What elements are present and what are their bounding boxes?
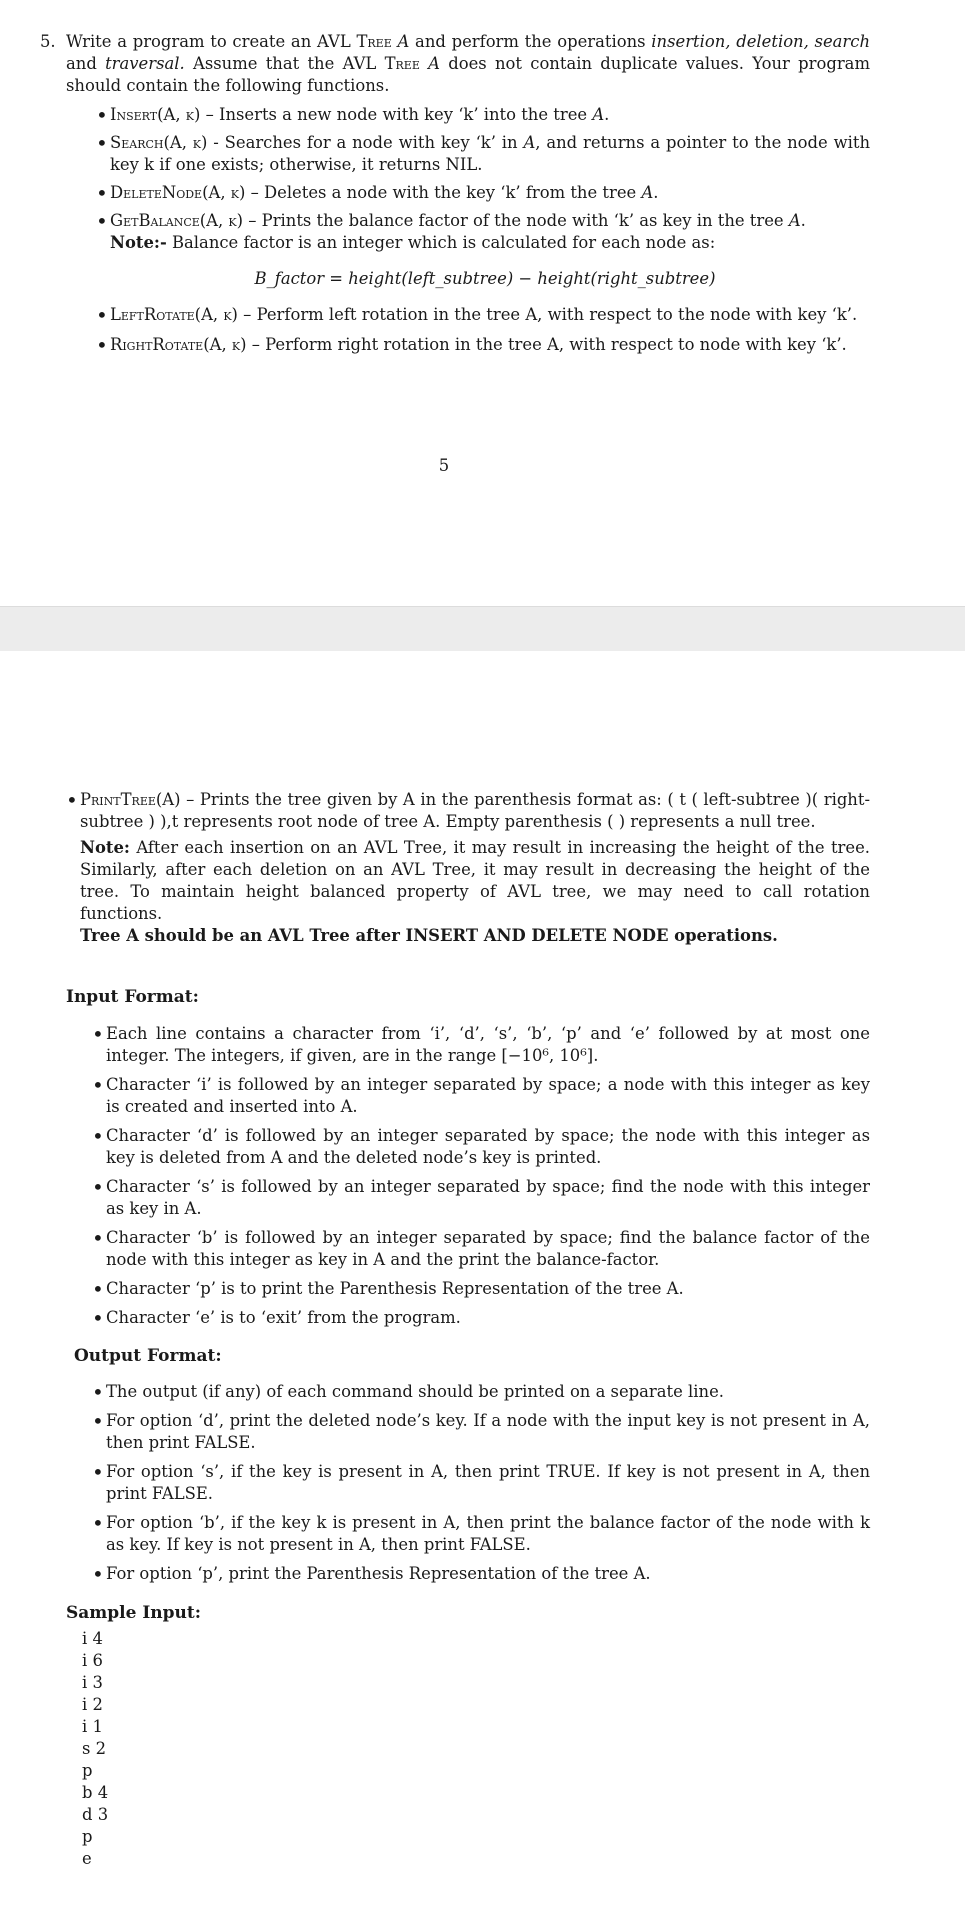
rotation-item	[96, 304, 870, 326]
avl-note	[80, 837, 870, 925]
function-var: A	[592, 105, 605, 124]
function-name: Search(A, k)	[110, 133, 208, 152]
function-var: A	[641, 183, 654, 202]
sample-line: i 1	[82, 1717, 103, 1736]
note-text: Balance factor is an integer which is calculated for each node as:	[166, 233, 716, 252]
sample-input-block	[82, 1628, 108, 1870]
input-item: • Character ‘i’ is followed by an integer separated by space; a node with this integer as key is created and inserted into A.	[92, 1074, 870, 1118]
rotation-name: RightRotate(A, k)	[110, 335, 247, 354]
printtree-name: PrintTree(A)	[80, 790, 181, 809]
input-format-list	[92, 1023, 870, 1329]
function-var: A	[788, 211, 801, 230]
function-item	[96, 104, 870, 126]
balance-note	[110, 232, 870, 254]
printtree-section	[66, 789, 870, 947]
function-end: , and returns a pointer to the node with key k if one exists; otherwise, it returns NIL.	[110, 133, 870, 174]
sample-line: i 6	[82, 1651, 103, 1670]
printtree-item	[66, 789, 870, 947]
function-item	[96, 210, 870, 254]
function-end: .	[800, 211, 806, 230]
output-item: • The output (if any) of each command should be printed on a separate line.	[92, 1381, 870, 1403]
function-item	[96, 182, 870, 204]
printtree-list	[66, 789, 870, 947]
function-item	[96, 132, 870, 176]
intro-text: Write a program to create an AVL	[66, 32, 357, 51]
rotation-desc: – Perform right rotation in the tree A, with respect to node with key ‘k’.	[246, 335, 847, 354]
input-item: • Character ‘p’ is to print the Parenthesis Representation of the tree A.	[92, 1278, 870, 1300]
page-number: 5	[438, 456, 450, 475]
output-item: • For option ‘d’, print the deleted node’s key. If a node with the input key is not present in A, then print FALSE.	[92, 1410, 870, 1454]
sample-line: i 2	[82, 1695, 103, 1714]
sample-line: d 3	[82, 1805, 109, 1824]
rotation-name: LeftRotate(A, k)	[110, 305, 238, 324]
intro-var: A	[397, 32, 410, 51]
note-label: Note:	[80, 838, 130, 857]
intro-ops: insertion, deletion, search	[651, 32, 871, 51]
rotation-list	[96, 304, 870, 356]
intro-text: Assume that the AVL	[184, 54, 385, 73]
output-format-heading: Output Format:	[74, 1346, 222, 1366]
output-item: • For option ‘s’, if the key is present in A, then print TRUE. If key is not present in A, then print FALSE.	[92, 1461, 870, 1505]
function-desc: – Prints the balance factor of the node with ‘k’ as key in the tree	[243, 211, 789, 230]
question-number: 5.	[40, 32, 56, 51]
intro-text: and perform the operations	[409, 32, 652, 51]
intro-text: and	[66, 54, 106, 73]
question-5	[40, 31, 870, 356]
input-item: • Character ‘d’ is followed by an integer separated by space; the node with this integer as key is deleted from A and the deleted node’s key is printed.	[92, 1125, 870, 1169]
function-end: .	[604, 105, 610, 124]
avl-requirement: Tree A should be an AVL Tree after INSERT AND DELETE NODE operations.	[80, 926, 778, 945]
input-item: • Character ‘b’ is followed by an integer separated by space; find the balance factor of the node with this integer as key in A and the print the balance-factor.	[92, 1227, 870, 1271]
sample-line: e	[82, 1849, 92, 1868]
input-format-heading: Input Format:	[66, 987, 199, 1007]
function-list	[96, 104, 870, 254]
input-item: • Character ‘e’ is to ‘exit’ from the program.	[92, 1307, 870, 1329]
function-desc: - Searches for a node with key ‘k’ in	[207, 133, 524, 152]
output-item: • For option ‘b’, if the key k is present in A, then print the balance factor of the node with k as key. If key is not present in A, then print FALSE.	[92, 1512, 870, 1556]
input-item: • Character ‘s’ is followed by an integer separated by space; find the node with this integer as key in A.	[92, 1176, 870, 1220]
sample-input-heading: Sample Input:	[66, 1603, 202, 1623]
intro-ops: traversal.	[105, 54, 185, 73]
intro-text: does not contain duplicate values. Your program should contain the following functions.	[66, 54, 870, 95]
intro-var: A	[428, 54, 440, 73]
sample-line: i 4	[82, 1629, 103, 1648]
function-var: A	[523, 133, 536, 152]
sample-line: b 4	[82, 1783, 109, 1802]
document-page-2	[0, 651, 965, 1920]
balance-formula: B_factor = height(left_subtree) − height(right_subtree)	[254, 269, 716, 288]
function-desc: – Deletes a node with the key ‘k’ from the tree	[245, 183, 642, 202]
sample-line: p	[82, 1761, 93, 1780]
function-end: .	[653, 183, 659, 202]
page-separator	[0, 606, 965, 652]
input-item: • Each line contains a character from ‘i’, ‘d’, ‘s’, ‘b’, ‘p’ and ‘e’ followed by at most one integer. The integers, if given, are in the range [−10⁶, 10⁶].	[92, 1023, 870, 1067]
printtree-desc: – Prints the tree given by A in the parenthesis format as: ( t ( left-subtree )( right-subtree ) ),t represents root node of tree A. Empty parenthesis ( ) represents a null tree.	[80, 790, 870, 831]
note-label: Note:-	[110, 233, 167, 252]
sample-line: s 2	[82, 1739, 107, 1758]
function-name: DeleteNode(A, k)	[110, 183, 246, 202]
intro-tree: Tree	[384, 54, 420, 73]
sample-line: p	[82, 1827, 93, 1846]
intro-tree: Tree	[356, 32, 392, 51]
function-name: Insert(A, k)	[110, 105, 201, 124]
document-page-1	[0, 0, 965, 606]
rotation-item	[96, 334, 870, 356]
output-format-list	[92, 1381, 870, 1585]
sample-line: i 3	[82, 1673, 103, 1692]
output-item: • For option ‘p’, print the Parenthesis Representation of the tree A.	[92, 1563, 870, 1585]
function-name: GetBalance(A, k)	[110, 211, 244, 230]
function-desc: – Inserts a new node with key ‘k’ into the tree	[200, 105, 593, 124]
rotation-desc: – Perform left rotation in the tree A, with respect to the node with key ‘k’.	[237, 305, 858, 324]
note-text: After each insertion on an AVL Tree, it may result in increasing the height of the tree. Similarly, after each deletion on an AVL Tree, it may result in decreasing the height of the tree. To maintain height balanced property of AVL tree, we may need to call rotation functions.	[80, 838, 870, 923]
question-intro	[66, 31, 870, 97]
